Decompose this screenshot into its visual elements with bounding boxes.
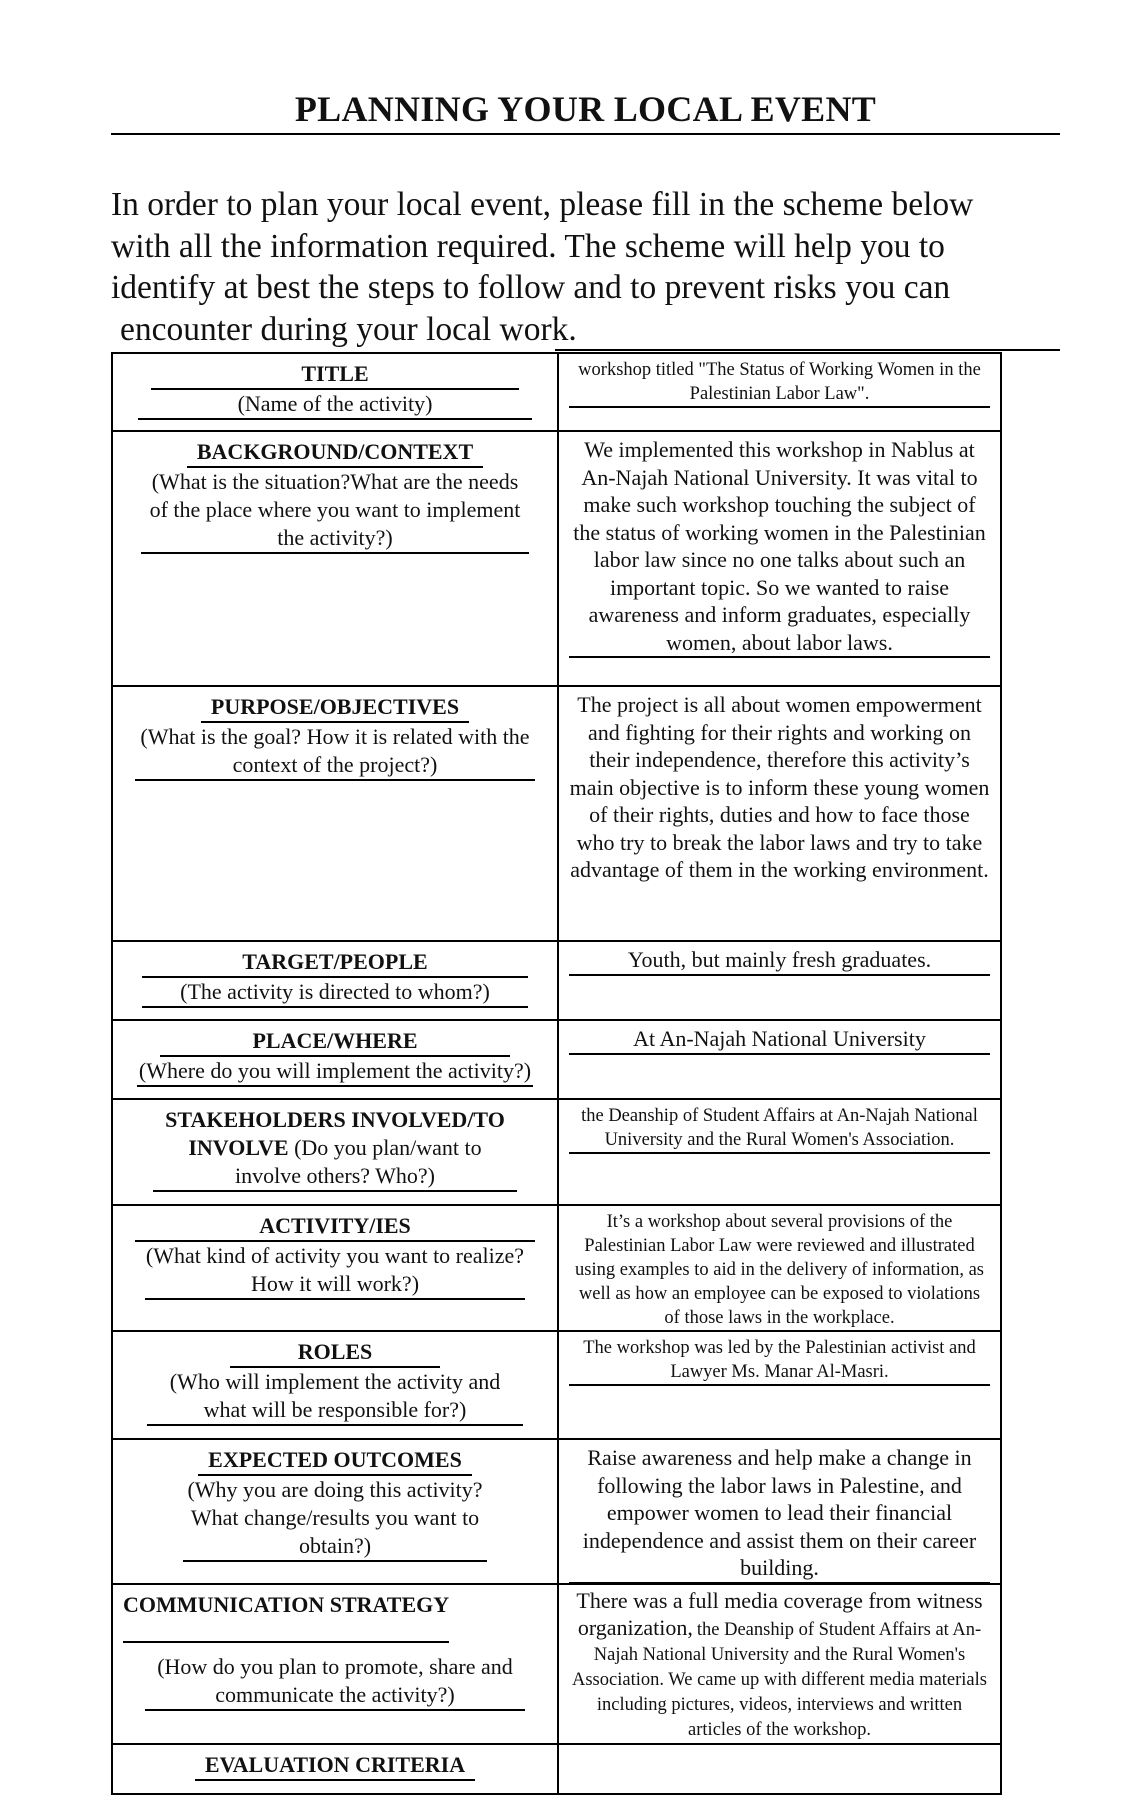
row-title-label-cell	[113, 354, 559, 430]
row-outcomes-answer-cell[interactable]	[559, 1440, 1000, 1583]
target-hint: (The activity is directed to whom?)	[142, 978, 528, 1008]
row-communication	[113, 1583, 1000, 1743]
communication-label: COMMUNICATION STRATEGY	[123, 1591, 449, 1643]
outcomes-hint: (Why you are doing this activity? What change/results you want to obtain?)	[183, 1476, 487, 1562]
row-stakeholders	[113, 1098, 1000, 1204]
row-stakeholders-label-cell	[113, 1100, 559, 1204]
activities-hint: (What kind of activity you want to realize? How it will work?)	[145, 1242, 525, 1300]
row-purpose	[113, 685, 1000, 940]
background-label: BACKGROUND/CONTEXT	[187, 438, 483, 468]
intro-underline	[555, 349, 1060, 351]
row-communication-label-cell	[113, 1585, 559, 1743]
row-outcomes-label-cell	[113, 1440, 559, 1583]
row-evaluation-label-cell	[113, 1745, 559, 1793]
outcomes-label: EXPECTED OUTCOMES	[198, 1446, 472, 1476]
background-hint: (What is the situation?What are the needs of the place where you want to implement the activity?)	[141, 468, 529, 554]
row-target-label-cell	[113, 942, 559, 1019]
intro-line: encounter during your local work.	[120, 310, 577, 348]
row-title-answer-cell[interactable]	[559, 354, 1000, 430]
title-underline	[111, 133, 1060, 135]
row-title	[113, 354, 1000, 430]
place-answer: At An-Najah National University	[633, 1026, 926, 1051]
stakeholders-answer: the Deanship of Student Affairs at An-Najah National University and the Rural Women's Association.	[581, 1106, 978, 1150]
roles-answer: The workshop was led by the Palestinian activist and Lawyer Ms. Manar Al-Masri.	[583, 1338, 976, 1382]
stakeholders-label: STAKEHOLDERS INVOLVED/TO INVOLVE	[165, 1107, 505, 1160]
title-label: TITLE	[151, 360, 518, 390]
target-answer: Youth, but mainly fresh graduates.	[627, 947, 932, 972]
outcomes-answer: Raise awareness and help make a change in following the labor laws in Palestine, and empower women to lead their financial independence and assist them on their career building.	[582, 1445, 977, 1580]
row-purpose-answer-cell[interactable]	[559, 687, 1000, 940]
purpose-answer: The project is all about women empowerment and fighting for their rights and working on their independence, therefore this activity’s main objective is to inform these young women of their rights, duties and how to face those who try to break the labor laws and try to take advantage of them in the working environment.	[569, 692, 990, 882]
row-activities-answer-cell[interactable]	[559, 1206, 1000, 1330]
row-target	[113, 940, 1000, 1019]
row-evaluation	[113, 1743, 1000, 1793]
row-background-label-cell	[113, 432, 559, 685]
title-answer: workshop titled "The Status of Working Women in the Palestinian Labor Law".	[578, 360, 981, 404]
row-evaluation-answer-cell[interactable]	[559, 1745, 1000, 1793]
row-place	[113, 1019, 1000, 1098]
row-activities-label-cell	[113, 1206, 559, 1330]
row-roles-label-cell	[113, 1332, 559, 1438]
communication-answer-large: There was a full media coverage from witness organization,	[576, 1588, 983, 1640]
row-communication-answer-cell[interactable]	[559, 1585, 1000, 1743]
activities-answer: It’s a workshop about several provisions of the Palestinian Labor Law were reviewed and illustrated using examples to aid in the delivery of information, as well as how an employee can be exposed to violations of those laws in the workplace.	[575, 1212, 984, 1328]
intro-paragraph	[111, 184, 1051, 350]
communication-hint: (How do you plan to promote, share and communicate the activity?)	[145, 1653, 525, 1711]
row-target-answer-cell[interactable]	[559, 942, 1000, 1019]
row-roles	[113, 1330, 1000, 1438]
evaluation-label: EVALUATION CRITERIA	[195, 1751, 475, 1781]
row-place-answer-cell[interactable]	[559, 1021, 1000, 1098]
row-background-answer-cell[interactable]	[559, 432, 1000, 685]
place-label: PLACE/WHERE	[160, 1027, 509, 1057]
activities-label: ACTIVITY/IES	[135, 1212, 535, 1242]
title-hint: (Name of the activity)	[138, 390, 533, 420]
row-background	[113, 430, 1000, 685]
row-activities	[113, 1204, 1000, 1330]
target-label: TARGET/PEOPLE	[142, 948, 527, 978]
background-answer: We implemented this workshop in Nablus at An-Najah National University. It was vital to make such workshop touching the subject of the status of working women in the Palestinian labor law since no one talks about such an important topic. So we wanted to raise awareness and inform graduates, especially women, about labor laws.	[573, 437, 986, 655]
row-place-label-cell	[113, 1021, 559, 1098]
place-hint: (Where do you will implement the activity?)	[137, 1057, 533, 1087]
intro-line: identify at best the steps to follow and to prevent risks you can	[111, 269, 951, 306]
page-title: PLANNING YOUR LOCAL EVENT	[294, 89, 877, 129]
intro-line: In order to plan your local event, please fill in the scheme below	[111, 186, 974, 223]
purpose-hint: (What is the goal? How it is related with the context of the project?)	[135, 723, 535, 781]
roles-label: ROLES	[230, 1338, 441, 1368]
row-outcomes	[113, 1438, 1000, 1583]
roles-hint: (Who will implement the activity and what will be responsible for?)	[147, 1368, 523, 1426]
intro-line: with all the information required. The scheme will help you to	[111, 227, 945, 265]
row-stakeholders-answer-cell[interactable]	[559, 1100, 1000, 1204]
planning-scheme-table	[111, 352, 1002, 1795]
row-roles-answer-cell[interactable]	[559, 1332, 1000, 1438]
purpose-label: PURPOSE/OBJECTIVES	[201, 693, 469, 723]
row-purpose-label-cell	[113, 687, 559, 940]
stakeholders-hint: (Do you plan/want to involve others? Who?)	[235, 1135, 482, 1188]
communication-answer-small: the Deanship of Student Affairs at An-Najah National University and the Rural Women's Association. We came up with different media materials including pictures, videos, interviews and written articles of the workshop.	[572, 1620, 987, 1740]
